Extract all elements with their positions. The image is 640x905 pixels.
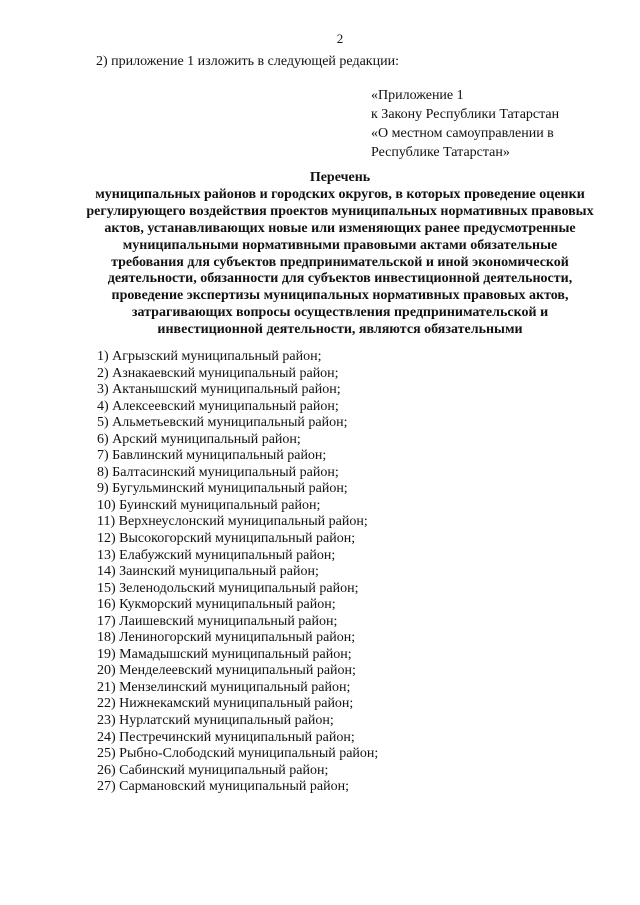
list-item: 27) Сармановский муниципальный район; — [97, 779, 350, 795]
list-item: 19) Мамадышский муниципальный район; — [97, 646, 352, 662]
list-item: 5) Альметьевский муниципальный район; — [97, 415, 348, 431]
list-item: 15) Зеленодольский муниципальный район; — [97, 580, 359, 596]
list-item: 18) Лениногорский муниципальный район; — [97, 630, 356, 646]
list-item: 8) Балтасинский муниципальный район; — [97, 464, 339, 480]
list-item: 10) Буинский муниципальный район; — [97, 497, 321, 513]
heading-line: инвестиционной деятельности, являются обязательными — [157, 322, 523, 338]
list-item: 20) Менделеевский муниципальный район; — [97, 663, 356, 679]
heading-line: деятельности, обязанности для субъектов инвестиционной деятельности, — [107, 271, 573, 287]
appendix-line: Республике Татарстан» — [371, 145, 510, 160]
list-item: 1) Агрызский муниципальный район; — [97, 349, 322, 364]
list-item: 14) Заинский муниципальный район; — [97, 564, 319, 580]
page-number: 2 — [336, 31, 344, 46]
list-item: 17) Лаишевский муниципальный район; — [97, 613, 338, 629]
heading-line: проведение экспертизы муниципальных нормативных правовых актов, — [111, 288, 569, 304]
heading-line: требования для субъектов предпринимательской и иной экономической — [111, 254, 569, 270]
district-list — [97, 349, 378, 796]
heading-line: муниципальных районов и городских округов, в которых проведение оценки — [95, 186, 585, 202]
list-item: 16) Кукморский муниципальный район; — [97, 597, 336, 613]
list-item: 11) Верхнеуслонский муниципальный район; — [97, 514, 368, 530]
list-heading — [40, 170, 640, 339]
heading-title: Перечень — [309, 170, 371, 185]
list-item: 9) Бугульминский муниципальный район; — [97, 481, 348, 497]
list-item: 26) Сабинский муниципальный район; — [97, 762, 329, 778]
appendix-reference — [371, 86, 559, 162]
heading-line: регулирующего воздействия проектов муниципальных нормативных правовых — [86, 203, 594, 219]
list-item: 7) Бавлинский муниципальный район; — [97, 448, 327, 464]
appendix-line: «Приложение 1 — [371, 88, 464, 103]
intro-paragraph: 2) приложение 1 изложить в следующей редакции: — [96, 54, 399, 69]
appendix-line: «О местном самоуправлении в — [371, 126, 554, 141]
list-item: 3) Актанышский муниципальный район; — [97, 382, 341, 398]
appendix-line: к Закону Республики Татарстан — [371, 107, 560, 122]
heading-line: муниципальными нормативными правовыми актами обязательные — [122, 237, 558, 253]
heading-line: актов, устанавливающих новые или изменяющих ранее предусмотренные — [104, 220, 576, 236]
list-item: 12) Высокогорский муниципальный район; — [97, 531, 356, 547]
list-item: 13) Елабужский муниципальный район; — [97, 547, 336, 563]
list-item: 4) Алексеевский муниципальный район; — [97, 398, 339, 414]
list-item: 23) Нурлатский муниципальный район; — [97, 713, 334, 729]
heading-line: затрагивающих вопросы осуществления предпринимательской и — [131, 305, 549, 321]
list-item: 21) Мензелинский муниципальный район; — [97, 679, 351, 695]
list-item: 6) Арский муниципальный район; — [97, 431, 301, 447]
list-item: 25) Рыбно-Слободский муниципальный район; — [97, 746, 379, 762]
list-item: 22) Нижнекамский муниципальный район; — [97, 696, 354, 712]
list-item: 24) Пестречинский муниципальный район; — [97, 729, 355, 745]
list-item: 2) Азнакаевский муниципальный район; — [97, 365, 339, 381]
